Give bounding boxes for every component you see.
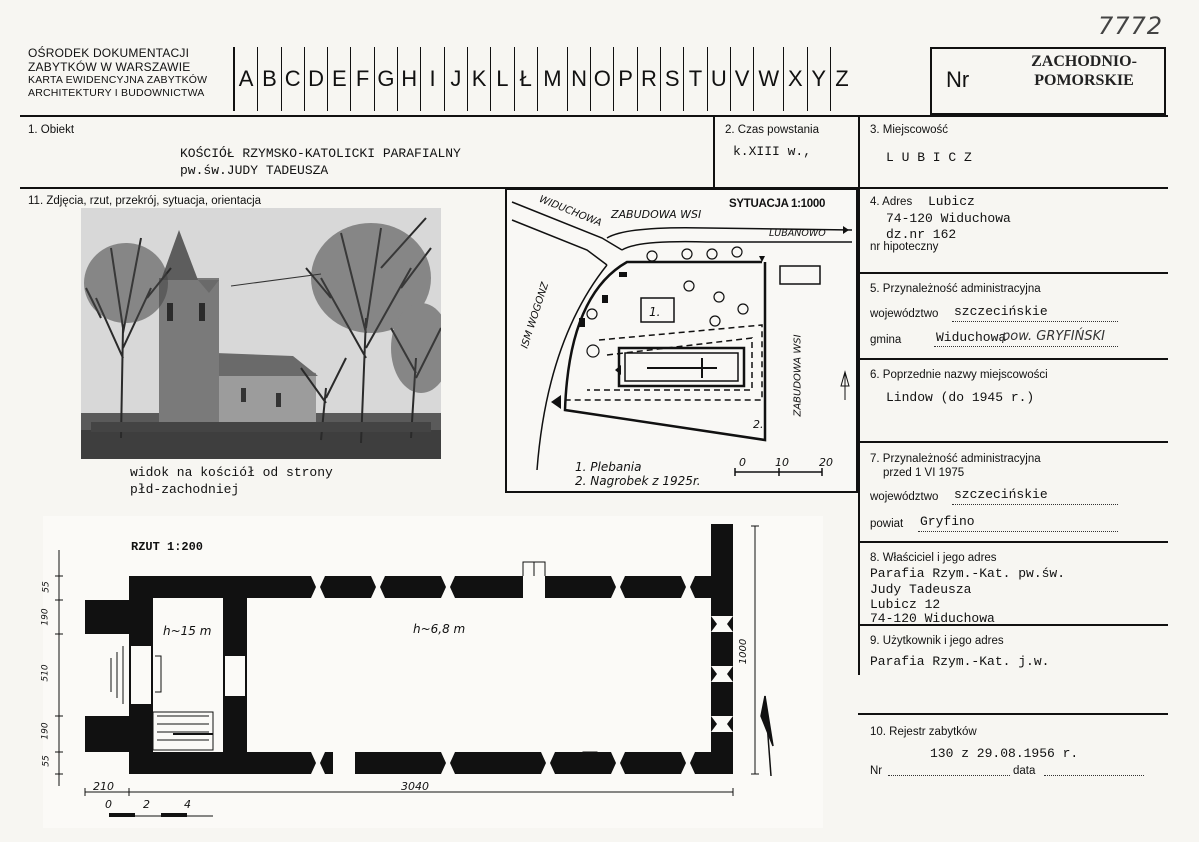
adres-label: 4. Adres [870, 196, 913, 208]
dim-label: 190 [40, 608, 51, 626]
alphabet-letter: M [537, 47, 567, 111]
wlasciciel-value: Judy Tadeusza [870, 582, 972, 597]
gmina-label: gmina [870, 334, 902, 346]
road-label: LUBANOWO [769, 228, 826, 239]
przynaleznosc-label: 5. Przynależność administracyjna [870, 283, 1041, 295]
wlasciciel-value: Parafia Rzym.-Kat. pw.św. [870, 566, 1066, 581]
alphabet-letter: C [281, 47, 304, 111]
dotted-line [934, 346, 1118, 347]
photo-caption: widok na kościół od strony [130, 465, 333, 480]
wlasciciel-label: 8. Właściciel i jego adres [870, 552, 997, 564]
rule [858, 358, 1168, 360]
alphabet-letter: I [420, 47, 443, 111]
alphabet-letter: Ł [514, 47, 537, 111]
alphabet-letter: A [233, 47, 257, 111]
rule [858, 115, 860, 675]
gmina-value: Widuchowa [936, 330, 1007, 345]
dotted-line [952, 321, 1118, 322]
legend-item: 1. Plebania [575, 460, 642, 474]
alphabet-letter: P [613, 47, 636, 111]
rule [858, 541, 1168, 543]
alphabet-letter: E [327, 47, 350, 111]
adres-value: Lubicz [928, 194, 975, 209]
obiekt-value: pw.św.JUDY TADEUSZA [180, 163, 329, 178]
alphabet-letter: Z [830, 47, 853, 111]
alphabet-letter: N [567, 47, 590, 111]
alphabet-letter: U [707, 47, 730, 111]
alphabet-letter: K [467, 47, 490, 111]
alphabet-letter: R [637, 47, 660, 111]
institution-line: ARCHITEKTURY I BUDOWNICTWA [28, 87, 205, 99]
wojewodztwo-value: szczecińskie [954, 487, 1048, 502]
dotted-line [952, 504, 1118, 505]
wojewodztwo-label: województwo [870, 308, 939, 320]
alphabet-letter: H [397, 47, 420, 111]
alphabet-letter: V [730, 47, 753, 111]
church-photo-drawing [81, 208, 441, 459]
alphabet-letter: B [257, 47, 280, 111]
marker-plebania: 1. [649, 305, 661, 319]
alphabet-letter: F [350, 47, 373, 111]
powiat-value: Gryfino [920, 514, 975, 529]
scale-label: 2 [143, 798, 150, 811]
road-label: ZABUDOWA WSI [792, 334, 804, 417]
wlasciciel-value: 74-120 Widuchowa [870, 611, 995, 626]
alphabet-letter: Y [807, 47, 830, 111]
institution-line: ZABYTKÓW W WARSZAWIE [28, 60, 191, 74]
dim-label: 510 [40, 664, 51, 682]
plan-title: RZUT 1:200 [131, 540, 204, 554]
alphabet-index [233, 47, 853, 113]
dotted-line [888, 775, 1010, 776]
region-line: POMORSKIE [1034, 72, 1134, 89]
road-label: ZABUDOWA WSI [611, 208, 702, 221]
miejscowosc-value: L U B I C Z [886, 150, 972, 165]
region-line: ZACHODNIO- [1031, 53, 1137, 70]
scale-label: 20 [819, 456, 833, 469]
rejestr-label: 10. Rejestr zabytków [870, 726, 977, 738]
czas-label: 2. Czas powstania [725, 124, 819, 136]
scale-label: 4 [184, 798, 191, 811]
alphabet-letter: G [374, 47, 397, 111]
photo-caption: płd-zachodniej [130, 482, 240, 497]
dim-label: 190 [40, 722, 51, 740]
dim-label: 55 [41, 581, 52, 593]
institution-line: OŚRODEK DOKUMENTACJI [28, 46, 190, 60]
dim-label: 1000 [738, 638, 750, 665]
wojewodztwo-value: szczecińskie [954, 304, 1048, 319]
obiekt-label: 1. Obiekt [28, 124, 75, 136]
plan-height-nave: h~6,8 m [413, 622, 466, 636]
scale-label: 0 [739, 456, 746, 469]
uzytkownik-label: 9. Użytkownik i jego adres [870, 635, 1004, 647]
alphabet-letter: S [660, 47, 683, 111]
rule [713, 115, 715, 188]
legend-item: 2. Nagrobek z 1925r. [575, 474, 701, 488]
rule [858, 441, 1168, 443]
situation-title: SYTUACJA 1:1000 [729, 198, 826, 210]
poprzednie-label: 6. Poprzednie nazwy miejscowości [870, 369, 1048, 381]
obiekt-value: KOŚCIÓŁ RZYMSKO-KATOLICKI PARAFIALNY [180, 146, 461, 161]
situation-plan [505, 188, 858, 493]
dotted-line [918, 531, 1118, 532]
rejestr-value: 130 z 29.08.1956 r. [930, 746, 1079, 761]
nr-label: Nr [946, 67, 970, 92]
gmina-note: pow. GRYFIŃSKI [1002, 329, 1105, 344]
marker-nagrobek: 2. [753, 418, 764, 431]
uzytkownik-value: Parafia Rzym.-Kat. j.w. [870, 654, 1050, 669]
ground-plan-drawing [40, 516, 823, 828]
przynaleznosc1975-label: 7. Przynależność administracyjna [870, 453, 1041, 465]
zdjecia-label: 11. Zdjęcia, rzut, przekrój, sytuacja, orientacja [28, 195, 262, 207]
rule [858, 272, 1168, 274]
alphabet-letter: X [783, 47, 806, 111]
alphabet-letter: L [490, 47, 513, 111]
dotted-line [1044, 775, 1144, 776]
adres-value: 74-120 Widuchowa [886, 211, 1011, 226]
scale-label: 0 [105, 798, 112, 811]
card-number: 7772 [1098, 12, 1164, 40]
alphabet-letter: D [304, 47, 327, 111]
institution-header [28, 46, 233, 100]
alphabet-letter: T [683, 47, 706, 111]
wlasciciel-value: Lubicz 12 [870, 597, 941, 612]
rule [20, 115, 1168, 117]
institution-line: KARTA EWIDENCYJNA ZABYTKÓW [28, 74, 208, 86]
miejscowosc-label: 3. Miejscowość [870, 124, 948, 136]
poprzednie-value: Lindow (do 1945 r.) [886, 390, 1035, 405]
alphabet-letter: W [753, 47, 783, 111]
wojewodztwo-label: województwo [870, 491, 939, 503]
alphabet-letter: J [444, 47, 467, 111]
alphabet-letter: O [590, 47, 613, 111]
church-photo [81, 208, 441, 459]
dim-label: 55 [41, 755, 52, 767]
road-label: WIDUCHOWA [537, 193, 604, 230]
scale-label: 10 [775, 456, 789, 469]
powiat-label: powiat [870, 518, 904, 530]
dim-label: 210 [93, 780, 114, 793]
dim-label: 3040 [401, 780, 429, 793]
plan-height-tower: h~15 m [163, 624, 212, 638]
rejestr-nr-label: Nr [870, 765, 883, 777]
rule [858, 713, 1168, 715]
ground-plan [40, 516, 823, 828]
road-label: ISM WOGONZ [519, 281, 552, 350]
nr-hipoteczny-label: nr hipoteczny [870, 241, 939, 253]
rejestr-data-label: data [1013, 765, 1036, 777]
adres-value: dz.nr 162 [886, 227, 957, 242]
region-name [1014, 52, 1154, 90]
przynaleznosc1975-sub: przed 1 VI 1975 [883, 467, 965, 479]
czas-value: k.XIII w., [733, 144, 812, 159]
